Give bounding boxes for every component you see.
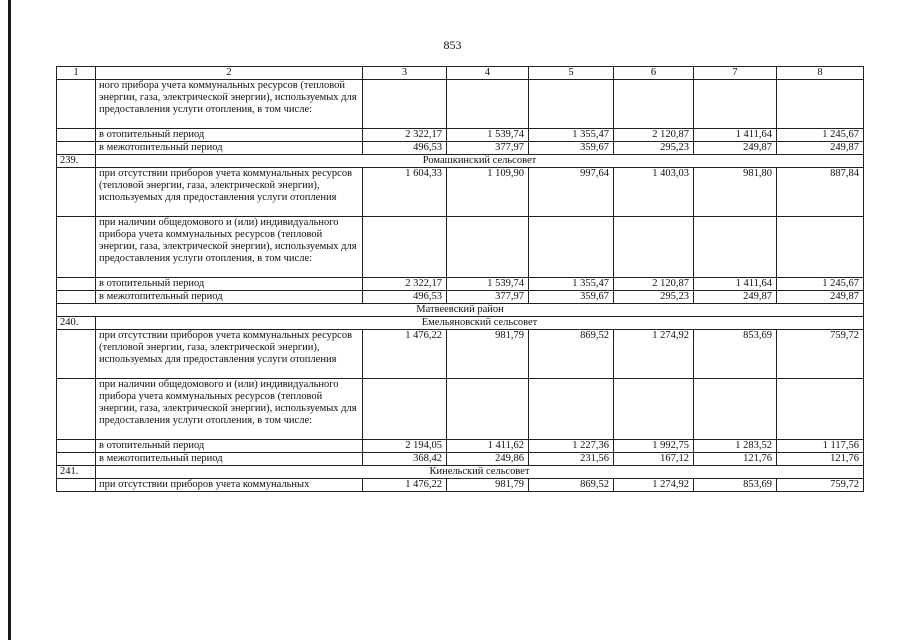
column-header-3: 3 bbox=[363, 67, 447, 80]
table-row bbox=[57, 142, 864, 155]
value-col-6 bbox=[614, 379, 694, 440]
row-index bbox=[57, 291, 96, 304]
value-col-7: 249,87 bbox=[694, 291, 777, 304]
tariff-table bbox=[56, 66, 864, 492]
column-header-8: 8 bbox=[777, 67, 864, 80]
value-col-6: 295,23 bbox=[614, 291, 694, 304]
row-description: ного прибора учета коммунальных ресурсов (тепловой энергии, газа, электрической энергии), используемых для предоставления услуги отопления, в том числе: bbox=[96, 80, 363, 129]
table-row bbox=[57, 217, 864, 278]
value-col-5: 359,67 bbox=[529, 142, 614, 155]
value-col-3: 2 194,05 bbox=[363, 440, 447, 453]
value-col-8: 249,87 bbox=[777, 291, 864, 304]
value-col-4: 377,97 bbox=[447, 291, 529, 304]
value-col-8: 759,72 bbox=[777, 479, 864, 492]
value-col-3 bbox=[363, 217, 447, 278]
column-header-6: 6 bbox=[614, 67, 694, 80]
value-col-4: 1 539,74 bbox=[447, 129, 529, 142]
value-col-7: 1 411,64 bbox=[694, 278, 777, 291]
page-edge-bar bbox=[8, 0, 11, 640]
table-row bbox=[57, 80, 864, 129]
value-col-6: 1 274,92 bbox=[614, 479, 694, 492]
table-row bbox=[57, 155, 864, 168]
row-index bbox=[57, 129, 96, 142]
value-col-4 bbox=[447, 217, 529, 278]
value-col-8: 759,72 bbox=[777, 330, 864, 379]
table-row bbox=[57, 291, 864, 304]
value-col-7 bbox=[694, 217, 777, 278]
value-col-7: 853,69 bbox=[694, 479, 777, 492]
row-description: в отопительный период bbox=[96, 440, 363, 453]
table-row bbox=[57, 168, 864, 217]
value-col-5: 231,56 bbox=[529, 453, 614, 466]
row-description: в межотопительный период bbox=[96, 453, 363, 466]
row-description: в межотопительный период bbox=[96, 142, 363, 155]
value-col-5: 869,52 bbox=[529, 330, 614, 379]
value-col-8 bbox=[777, 80, 864, 129]
row-description: в отопительный период bbox=[96, 129, 363, 142]
row-index bbox=[57, 479, 96, 492]
value-col-4: 1 539,74 bbox=[447, 278, 529, 291]
column-header-1: 1 bbox=[57, 67, 96, 80]
section-title: Емельяновский сельсовет bbox=[96, 317, 864, 330]
row-index: 241. bbox=[57, 466, 96, 479]
row-index bbox=[57, 80, 96, 129]
value-col-6: 2 120,87 bbox=[614, 278, 694, 291]
value-col-3: 2 322,17 bbox=[363, 129, 447, 142]
value-col-4: 981,79 bbox=[447, 330, 529, 379]
value-col-6 bbox=[614, 80, 694, 129]
value-col-3: 1 476,22 bbox=[363, 330, 447, 379]
table-row bbox=[57, 330, 864, 379]
value-col-8: 887,84 bbox=[777, 168, 864, 217]
column-header-row bbox=[57, 67, 864, 80]
row-description: при наличии общедомового и (или) индивидуального прибора учета коммунальных ресурсов (тепловой энергии, газа, электрической энергии), используемых для предоставления услуги отопления, в том числе: bbox=[96, 217, 363, 278]
row-index bbox=[57, 217, 96, 278]
row-index bbox=[57, 168, 96, 217]
table-row bbox=[57, 440, 864, 453]
row-description: при отсутствии приборов учета коммунальных ресурсов (тепловой энергии, газа, электрической энергии), используемых для предоставления услуги отопления bbox=[96, 168, 363, 217]
value-col-3 bbox=[363, 379, 447, 440]
value-col-4: 1 109,90 bbox=[447, 168, 529, 217]
row-index: 239. bbox=[57, 155, 96, 168]
value-col-8: 1 117,56 bbox=[777, 440, 864, 453]
row-description: при отсутствии приборов учета коммунальных bbox=[96, 479, 363, 492]
column-header-7: 7 bbox=[694, 67, 777, 80]
row-index bbox=[57, 278, 96, 291]
value-col-7: 249,87 bbox=[694, 142, 777, 155]
value-col-8: 121,76 bbox=[777, 453, 864, 466]
value-col-6: 295,23 bbox=[614, 142, 694, 155]
value-col-3: 496,53 bbox=[363, 291, 447, 304]
row-description: при наличии общедомового и (или) индивидуального прибора учета коммунальных ресурсов (тепловой энергии, газа, электрической энергии), используемых для предоставления услуги отопления, в том числе: bbox=[96, 379, 363, 440]
table-row bbox=[57, 304, 864, 317]
value-col-6: 1 403,03 bbox=[614, 168, 694, 217]
value-col-4: 981,79 bbox=[447, 479, 529, 492]
value-col-8 bbox=[777, 379, 864, 440]
table-row bbox=[57, 129, 864, 142]
row-description: в межотопительный период bbox=[96, 291, 363, 304]
value-col-4 bbox=[447, 379, 529, 440]
value-col-3: 1 604,33 bbox=[363, 168, 447, 217]
value-col-7: 1 411,64 bbox=[694, 129, 777, 142]
value-col-6: 2 120,87 bbox=[614, 129, 694, 142]
district-title: Матвеевский район bbox=[57, 304, 864, 317]
value-col-5 bbox=[529, 80, 614, 129]
value-col-4: 377,97 bbox=[447, 142, 529, 155]
table-row bbox=[57, 278, 864, 291]
value-col-6: 1 992,75 bbox=[614, 440, 694, 453]
value-col-7: 1 283,52 bbox=[694, 440, 777, 453]
value-col-7: 981,80 bbox=[694, 168, 777, 217]
row-index: 240. bbox=[57, 317, 96, 330]
value-col-7 bbox=[694, 379, 777, 440]
value-col-7 bbox=[694, 80, 777, 129]
value-col-5 bbox=[529, 379, 614, 440]
row-index bbox=[57, 330, 96, 379]
table-row bbox=[57, 479, 864, 492]
value-col-8: 249,87 bbox=[777, 142, 864, 155]
value-col-3: 1 476,22 bbox=[363, 479, 447, 492]
value-col-6 bbox=[614, 217, 694, 278]
value-col-8: 1 245,67 bbox=[777, 129, 864, 142]
value-col-5: 997,64 bbox=[529, 168, 614, 217]
row-description: при отсутствии приборов учета коммунальных ресурсов (тепловой энергии, газа, электрической энергии), используемых для предоставления услуги отопления bbox=[96, 330, 363, 379]
value-col-5 bbox=[529, 217, 614, 278]
value-col-3: 368,42 bbox=[363, 453, 447, 466]
value-col-3: 496,53 bbox=[363, 142, 447, 155]
value-col-3 bbox=[363, 80, 447, 129]
value-col-6: 1 274,92 bbox=[614, 330, 694, 379]
page-number: 853 bbox=[443, 38, 462, 52]
row-index bbox=[57, 379, 96, 440]
value-col-4: 1 411,62 bbox=[447, 440, 529, 453]
value-col-7: 853,69 bbox=[694, 330, 777, 379]
row-index bbox=[57, 440, 96, 453]
value-col-4: 249,86 bbox=[447, 453, 529, 466]
value-col-5: 1 355,47 bbox=[529, 129, 614, 142]
value-col-7: 121,76 bbox=[694, 453, 777, 466]
value-col-8: 1 245,67 bbox=[777, 278, 864, 291]
value-col-5: 1 227,36 bbox=[529, 440, 614, 453]
table-row bbox=[57, 466, 864, 479]
column-header-2: 2 bbox=[96, 67, 363, 80]
value-col-5: 1 355,47 bbox=[529, 278, 614, 291]
section-title: Кинельский сельсовет bbox=[96, 466, 864, 479]
row-index bbox=[57, 142, 96, 155]
table-row bbox=[57, 453, 864, 466]
column-header-5: 5 bbox=[529, 67, 614, 80]
value-col-8 bbox=[777, 217, 864, 278]
row-description: в отопительный период bbox=[96, 278, 363, 291]
table-row bbox=[57, 379, 864, 440]
table-row bbox=[57, 317, 864, 330]
value-col-3: 2 322,17 bbox=[363, 278, 447, 291]
section-title: Ромашкинский сельсовет bbox=[96, 155, 864, 168]
column-header-4: 4 bbox=[447, 67, 529, 80]
value-col-6: 167,12 bbox=[614, 453, 694, 466]
value-col-5: 869,52 bbox=[529, 479, 614, 492]
row-index bbox=[57, 453, 96, 466]
value-col-5: 359,67 bbox=[529, 291, 614, 304]
value-col-4 bbox=[447, 80, 529, 129]
